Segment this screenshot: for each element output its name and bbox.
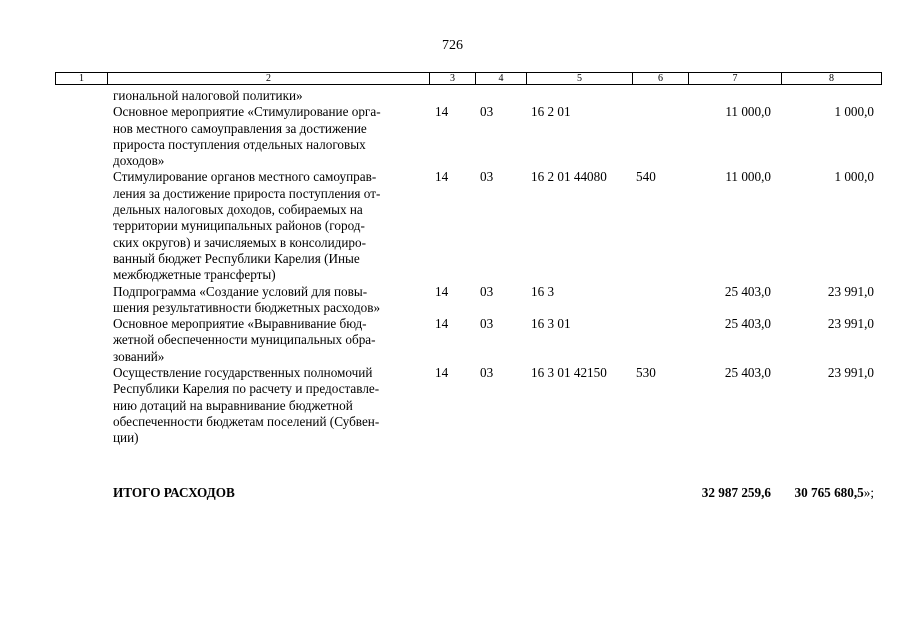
cell-c5: 16 3 [531, 283, 555, 299]
cell-c7: 11 000,0 [725, 169, 771, 185]
table-row [55, 104, 881, 169]
description-line: гиональной налоговой политики» [113, 88, 303, 103]
description-line: территории муниципальных районов (город- [113, 218, 365, 234]
column-number-header [55, 72, 882, 85]
cell-c7: 25 403,0 [724, 316, 771, 332]
cell-c8: 1 000,0 [834, 169, 874, 185]
description-line: обеспеченности бюджетам поселений (Субвен- [113, 413, 380, 429]
row-description [113, 104, 425, 169]
description-line: прироста поступления отдельных налоговых [113, 136, 366, 152]
cell-c3: 14 [435, 104, 449, 120]
total-suffix: »; [863, 485, 874, 500]
table-row [55, 316, 881, 365]
cell-c8: 1 000,0 [834, 104, 874, 120]
description-line: Основное мероприятие «Стимулирование орга- [113, 104, 381, 120]
table-row [55, 169, 881, 283]
description-line: межбюджетные трансферты) [113, 267, 276, 283]
description-line: жетной обеспеченности муниципальных обра- [113, 332, 376, 348]
description-line: ских округов) и зачисляемых в консолидиро- [113, 234, 367, 250]
total-value-col8: 30 765 680,5»; [794, 485, 874, 500]
cell-c7: 25 403,0 [724, 283, 771, 299]
cell-c4: 03 [480, 104, 494, 120]
column-number-5: 5 [527, 73, 633, 85]
column-number-8: 8 [782, 73, 882, 85]
cell-c3: 14 [435, 316, 449, 332]
cell-c7: 25 403,0 [724, 365, 771, 381]
total-label: ИТОГО РАСХОДОВ [113, 485, 235, 500]
cell-c4: 03 [480, 283, 494, 299]
row-description [113, 365, 425, 446]
cell-c5: 16 2 01 [531, 104, 571, 120]
table-row [55, 284, 881, 317]
cell-c5: 16 2 01 44080 [531, 169, 607, 185]
cell-c8: 23 991,0 [827, 316, 874, 332]
column-number-4: 4 [476, 73, 527, 85]
cell-c8: 23 991,0 [827, 283, 874, 299]
description-line: дельных налоговых доходов, собираемых на [113, 202, 363, 218]
cell-c7: 11 000,0 [725, 104, 771, 120]
row-description [113, 169, 425, 283]
description-line: Республики Карелия по расчету и предоставле- [113, 381, 380, 397]
cell-c6: 530 [636, 365, 656, 381]
cell-c5: 16 3 01 [531, 316, 571, 332]
description-line: ления за достижение прироста поступления от- [113, 185, 381, 201]
description-line: ванный бюджет Республики Карелия (Иные [113, 250, 360, 266]
column-number-7: 7 [689, 73, 782, 85]
description-line: нию дотаций на выравнивание бюджетной [113, 397, 353, 413]
cell-c4: 03 [480, 316, 494, 332]
page-number: 726 [442, 38, 463, 53]
description-line: Осуществление государственных полномочий [113, 365, 373, 381]
table-row [55, 88, 881, 104]
row-description [113, 316, 425, 365]
row-description [113, 88, 425, 104]
cell-c4: 03 [480, 365, 494, 381]
description-line: Стимулирование органов местного самоуправ- [113, 169, 377, 185]
column-number-3: 3 [430, 73, 476, 85]
description-line: Основное мероприятие «Выравнивание бюд- [113, 316, 367, 332]
description-line: шения результативности бюджетных расходов» [113, 299, 381, 315]
cell-c5: 16 3 01 42150 [531, 365, 607, 381]
table-row [55, 365, 881, 447]
column-number-1: 1 [56, 73, 108, 85]
cell-c3: 14 [435, 169, 449, 185]
cell-c3: 14 [435, 365, 449, 381]
cell-c8: 23 991,0 [827, 365, 874, 381]
budget-table-body [55, 88, 881, 447]
description-line: Подпрограмма «Создание условий для повы- [113, 283, 368, 299]
description-line: зований» [113, 348, 165, 364]
description-line: нов местного самоуправления за достижение [113, 120, 367, 136]
row-description [113, 284, 425, 317]
column-number-2: 2 [108, 73, 430, 85]
description-line: доходов» [113, 153, 165, 169]
cell-c4: 03 [480, 169, 494, 185]
column-number-6: 6 [633, 73, 689, 85]
cell-c6: 540 [636, 169, 656, 185]
cell-c3: 14 [435, 283, 449, 299]
total-value-col7: 32 987 259,6 [701, 485, 771, 500]
description-line: ции) [113, 430, 139, 446]
